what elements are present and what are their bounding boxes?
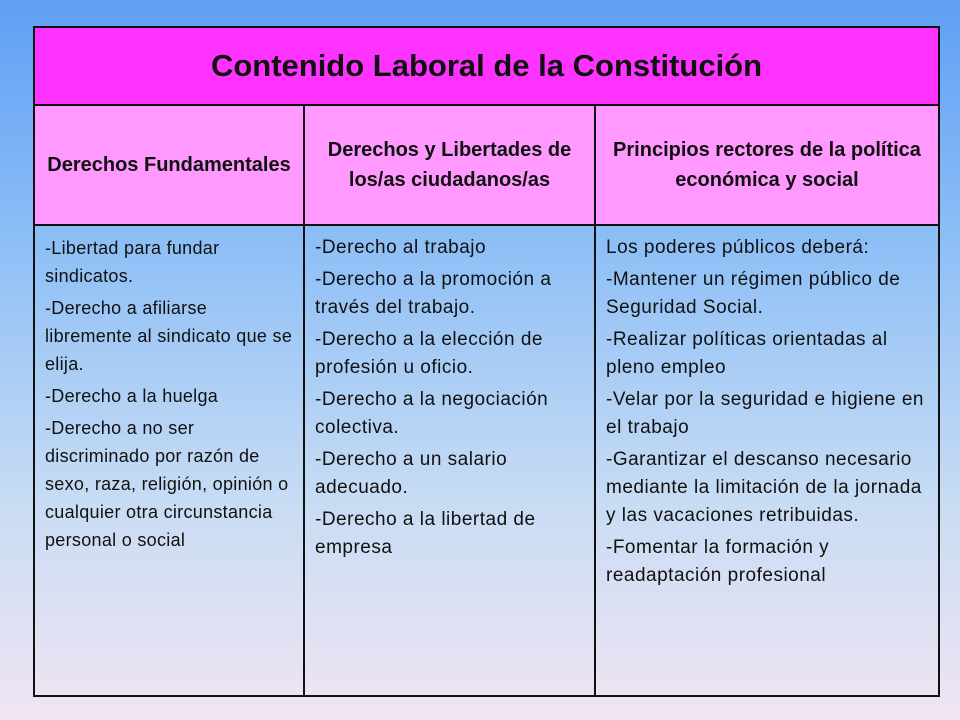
list-item: -Derecho a la promoción a través del trabajo. <box>315 269 552 318</box>
content-table <box>33 26 940 697</box>
list-item: -Garantizar el descanso necesario mediante la limitación de la jornada y las vacaciones retribuidas. <box>606 449 922 526</box>
list-item: -Derecho a afiliarse libremente al sindicato que se elija. <box>45 298 293 374</box>
list-item: -Libertad para fundar sindicatos. <box>45 238 220 286</box>
header-derechos-libertades: Derechos y Libertades de los/as ciudadanos/as <box>305 106 596 224</box>
cell-principios-rectores <box>596 226 938 695</box>
list-item: -Derecho a no ser discriminado por razón de sexo, raza, religión, opinión o cualquier otra circunstancia personal o social <box>45 418 289 550</box>
list-item: -Velar por la seguridad e higiene en el trabajo <box>606 389 924 438</box>
list-item: -Realizar políticas orientadas al pleno empleo <box>606 329 888 378</box>
list-item: -Derecho a la huelga <box>45 386 219 406</box>
slide-title: Contenido Laboral de la Constitución <box>210 48 763 83</box>
header-derechos-fundamentales: Derechos Fundamentales <box>35 106 305 224</box>
list-item: -Mantener un régimen público de Seguridad Social. <box>606 269 901 318</box>
list-item: -Derecho a la libertad de empresa <box>315 509 536 558</box>
body-row <box>35 226 938 695</box>
list-item: -Derecho a la elección de profesión u oficio. <box>315 329 543 378</box>
cell-derechos-fundamentales <box>35 226 305 695</box>
cell-derechos-libertades <box>305 226 596 695</box>
title-row <box>35 28 938 106</box>
header-principios-rectores: Principios rectores de la política económica y social <box>613 139 921 191</box>
list-item: -Derecho al trabajo <box>315 237 487 258</box>
list-item: -Derecho a la negociación colectiva. <box>315 389 549 438</box>
list-item: Los poderes públicos deberá: <box>606 237 870 258</box>
header-row <box>35 106 938 226</box>
list-item: -Fomentar la formación y readaptación profesional <box>606 537 830 586</box>
list-item: -Derecho a un salario adecuado. <box>315 449 508 498</box>
